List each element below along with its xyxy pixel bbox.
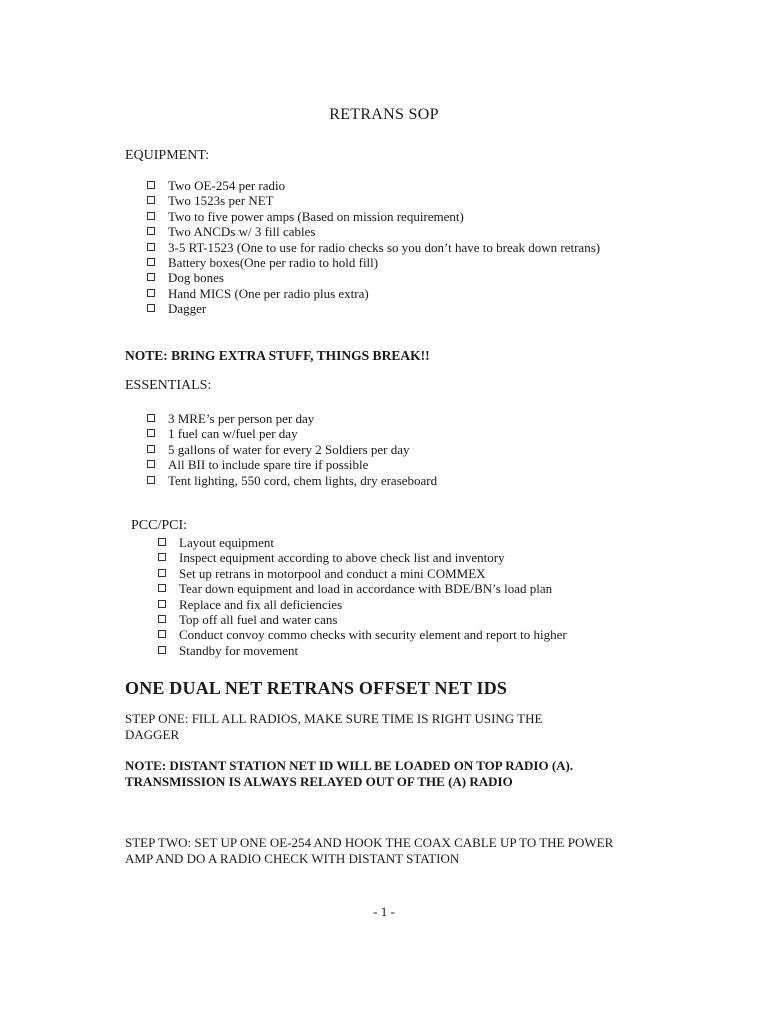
- list-item: [146, 286, 628, 301]
- checkbox-icon: [147, 227, 155, 235]
- list-item-text: Two 1523s per NET: [168, 193, 274, 209]
- checkbox-icon: [147, 196, 155, 204]
- list-item: [146, 178, 628, 193]
- list-item: [146, 209, 628, 224]
- checkbox-icon: [147, 289, 155, 297]
- list-item: [157, 566, 567, 581]
- list-item-text: Two to five power amps (Based on mission requirement): [168, 208, 464, 224]
- checkbox-icon: [147, 304, 155, 312]
- essentials-heading: ESSENTIALS:: [125, 378, 212, 393]
- list-item-text: 3-5 RT-1523 (One to use for radio checks so you don’t have to break down retrans): [168, 239, 601, 255]
- note-distant-station: NOTE: DISTANT STATION NET ID WILL BE LOADED ON TOP RADIO (A). TRANSMISSION IS ALWAYS RELAYED OUT OF THE (A) RADIO: [125, 758, 574, 789]
- pcc-list: [157, 535, 567, 658]
- pcc-heading: PCC/PCI:: [131, 518, 188, 533]
- list-item: [157, 535, 567, 550]
- checkbox-icon: [147, 460, 155, 468]
- note-bring-extra: NOTE: BRING EXTRA STUFF, THINGS BREAK!!: [125, 348, 430, 363]
- list-item: [157, 627, 567, 642]
- list-item-text: 3 MRE’s per person per day: [168, 411, 315, 426]
- section-title: ONE DUAL NET RETRANS OFFSET NET IDS: [125, 678, 508, 698]
- list-item-text: Tear down equipment and load in accordance with BDE/BN’s load plan: [179, 581, 553, 597]
- list-item-text: Dagger: [168, 301, 207, 317]
- checkbox-icon: [147, 273, 155, 281]
- list-item: [157, 612, 567, 627]
- list-item-text: Set up retrans in motorpool and conduct a mini COMMEX: [179, 565, 486, 581]
- list-item: [146, 193, 628, 208]
- checkbox-icon: [158, 538, 166, 546]
- checkbox-icon: [158, 569, 166, 577]
- checkbox-icon: [158, 600, 166, 608]
- list-item-text: Tent lighting, 550 cord, chem lights, dry eraseboard: [168, 472, 438, 488]
- list-item: [157, 643, 567, 658]
- list-item: [146, 255, 628, 270]
- checkbox-icon: [147, 414, 155, 422]
- checkbox-icon: [147, 212, 155, 220]
- step-two: STEP TWO: SET UP ONE OE-254 AND HOOK THE COAX CABLE UP TO THE POWER AMP AND DO A RADIO CHECK WITH DISTANT STATION: [125, 835, 614, 866]
- step-one: STEP ONE: FILL ALL RADIOS, MAKE SURE TIME IS RIGHT USING THE DAGGER: [125, 711, 543, 742]
- list-item-text: Replace and fix all deficiencies: [179, 596, 343, 612]
- list-item: [157, 581, 567, 596]
- list-item: [157, 597, 567, 612]
- list-item-text: Battery boxes(One per radio to hold fill): [168, 255, 379, 271]
- checkbox-icon: [158, 553, 166, 561]
- checkbox-icon: [147, 429, 155, 437]
- list-item: [157, 550, 567, 565]
- list-item-text: Two OE-254 per radio: [168, 178, 286, 193]
- checkbox-icon: [158, 615, 166, 623]
- list-item: [146, 457, 437, 472]
- list-item-text: Layout equipment: [179, 535, 274, 550]
- list-item-text: 5 gallons of water for every 2 Soldiers per day: [168, 441, 410, 457]
- list-item: [146, 426, 437, 441]
- list-item-text: Conduct convoy commo checks with security element and report to higher: [179, 627, 567, 643]
- checkbox-icon: [158, 584, 166, 592]
- list-item-text: Hand MICS (One per radio plus extra): [168, 285, 369, 301]
- list-item-text: All BII to include spare tire if possible: [168, 457, 369, 473]
- equipment-heading: EQUIPMENT:: [125, 148, 210, 163]
- page-number: - 1 -: [373, 904, 395, 919]
- list-item-text: Top off all fuel and water cans: [179, 612, 338, 628]
- list-item: [146, 473, 437, 488]
- essentials-list: [146, 411, 437, 488]
- page-title: RETRANS SOP: [329, 106, 439, 123]
- list-item-text: Inspect equipment according to above check list and inventory: [179, 550, 505, 566]
- list-item-text: Two ANCDs w/ 3 fill cables: [168, 224, 316, 240]
- list-item: [146, 240, 628, 255]
- list-item: [146, 270, 628, 285]
- checkbox-icon: [147, 258, 155, 266]
- checkbox-icon: [158, 646, 166, 654]
- checkbox-icon: [147, 181, 155, 189]
- list-item-text: 1 fuel can w/fuel per day: [168, 426, 298, 442]
- equipment-list: [146, 178, 628, 317]
- checkbox-icon: [158, 630, 166, 638]
- checkbox-icon: [147, 476, 155, 484]
- list-item-text: Standby for movement: [179, 642, 299, 658]
- list-item: [146, 301, 628, 316]
- checkbox-icon: [147, 243, 155, 251]
- list-item: [146, 442, 437, 457]
- list-item: [146, 224, 628, 239]
- list-item: [146, 411, 437, 426]
- checkbox-icon: [147, 445, 155, 453]
- list-item-text: Dog bones: [168, 270, 224, 286]
